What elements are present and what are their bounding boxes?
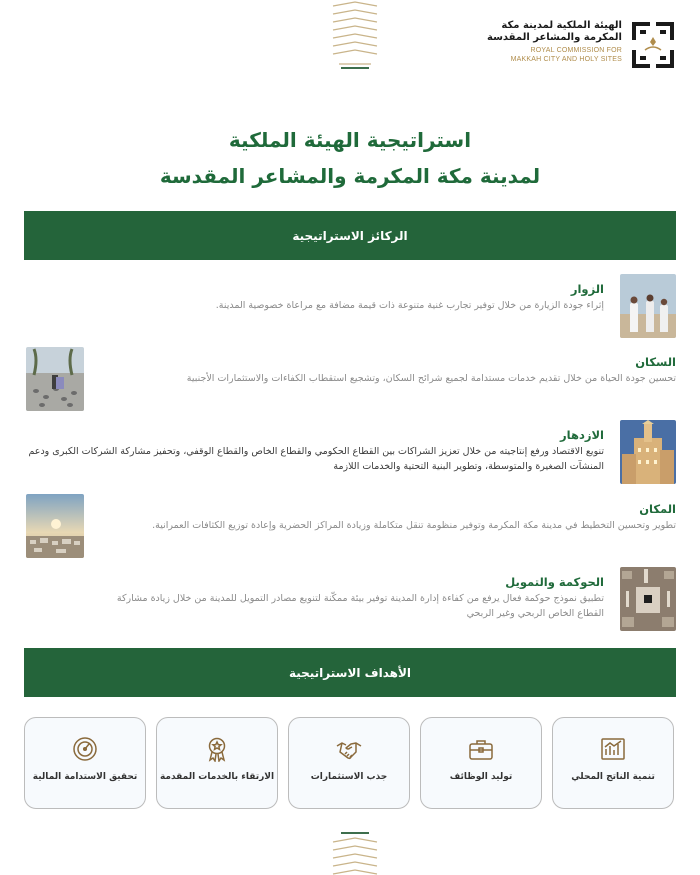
- pillar-title: السكان: [635, 355, 676, 369]
- gauge-icon: [72, 736, 98, 762]
- pillar-governance-funding: [24, 567, 676, 633]
- pillars-section-header: الركائز الاستراتيجية: [24, 211, 676, 260]
- bottom-ornament-icon: [331, 830, 379, 875]
- pillar-description: تطوير وتحسين التخطيط في مدينة مكة المكرمة وتوفير منظومة تنقل متكاملة وزيادة المراكز الحضرية وإعادة توزيع الكثافات العمرانية.: [152, 520, 676, 531]
- pillar-description: تحسين جودة الحياة من خلال تقديم خدمات مستدامة لجميع شرائح السكان، وتشجيع استقطاب الكفاءات والاستثمارات الأجنبية: [186, 373, 676, 384]
- residents-photo: [26, 347, 84, 411]
- goals-section-header: الأهداف الاستراتيجية: [24, 648, 676, 697]
- page-subtitle: لمدينة مكة المكرمة والمشاعر المقدسة: [159, 164, 541, 188]
- logo-arabic-line1: الهيئة الملكية لمدينة مكة: [501, 20, 622, 31]
- chart-icon: [600, 736, 626, 762]
- goal-card-investments[interactable]: [288, 717, 410, 809]
- award-icon: [204, 736, 230, 762]
- pillar-prosperity: [24, 420, 676, 486]
- pillar-residents: [24, 347, 676, 413]
- pillar-description: تنويع الاقتصاد ورفع إنتاجيته من خلال تعزيز الشراكات بين القطاع الحكومي والقطاع الخاص والقطاع الوقفي، وتحفيز مشاركة الشركات الكبرى ودعم المنشآت الصغيرة والمتوسطة، وتطوير البنية التحتية والخدمات اللازمة: [28, 446, 604, 472]
- pillar-visitors: [24, 274, 676, 340]
- page-title: استراتيجية الهيئة الملكية: [228, 128, 472, 152]
- goal-card-services[interactable]: [156, 717, 278, 809]
- goal-label: جذب الاستثمارات: [310, 772, 388, 782]
- handshake-icon: [336, 736, 362, 762]
- goal-label: تحقيق الاستدامة المالية: [32, 772, 138, 782]
- logo-emblem-icon: [630, 20, 676, 70]
- visitors-photo: [620, 274, 676, 338]
- governance-photo: [620, 567, 676, 631]
- pillar-title: الحوكمة والتمويل: [505, 575, 604, 589]
- goal-label: الارتقاء بالخدمات المقدمة: [159, 772, 275, 782]
- goal-card-financial-sustainability[interactable]: [24, 717, 146, 809]
- pillar-title: الازدهار: [560, 428, 604, 442]
- logo-arabic-line2: المكرمة والمشاعر المقدسة: [487, 31, 622, 43]
- goal-label: توليد الوظائف: [449, 772, 513, 782]
- top-ornament-icon: [331, 0, 379, 70]
- royal-commission-logo[interactable]: [476, 20, 676, 72]
- prosperity-photo: [620, 420, 676, 484]
- logo-english-line2: MAKKAH CITY AND HOLY SITES: [510, 56, 622, 64]
- goal-label: تنمية الناتج المحلي: [571, 772, 655, 782]
- logo-english-line1: ROYAL COMMISSION FOR: [530, 47, 622, 54]
- briefcase-icon: [468, 736, 494, 762]
- pillar-title: المكان: [639, 502, 676, 516]
- pillar-description: تطبيق نموذج حوكمة فعال يرفع من كفاءة إدارة المدينة توفير بيئة ممكّنة لتنويع مصادر التمويل للمدينة من خلال زيادة مشاركة القطاع الخاص الربحي وغير الربحي: [116, 593, 604, 619]
- pillar-description: إثراء جودة الزيارة من خلال توفير تجارب غنية متنوعة ذات قيمة مضافة مع مراعاة خصوصية المدينة.: [215, 300, 604, 311]
- place-photo: [26, 494, 84, 558]
- pillar-place: [24, 494, 676, 560]
- goal-card-local-output[interactable]: [552, 717, 674, 809]
- goal-card-jobs[interactable]: [420, 717, 542, 809]
- pillar-title: الزوار: [570, 282, 604, 296]
